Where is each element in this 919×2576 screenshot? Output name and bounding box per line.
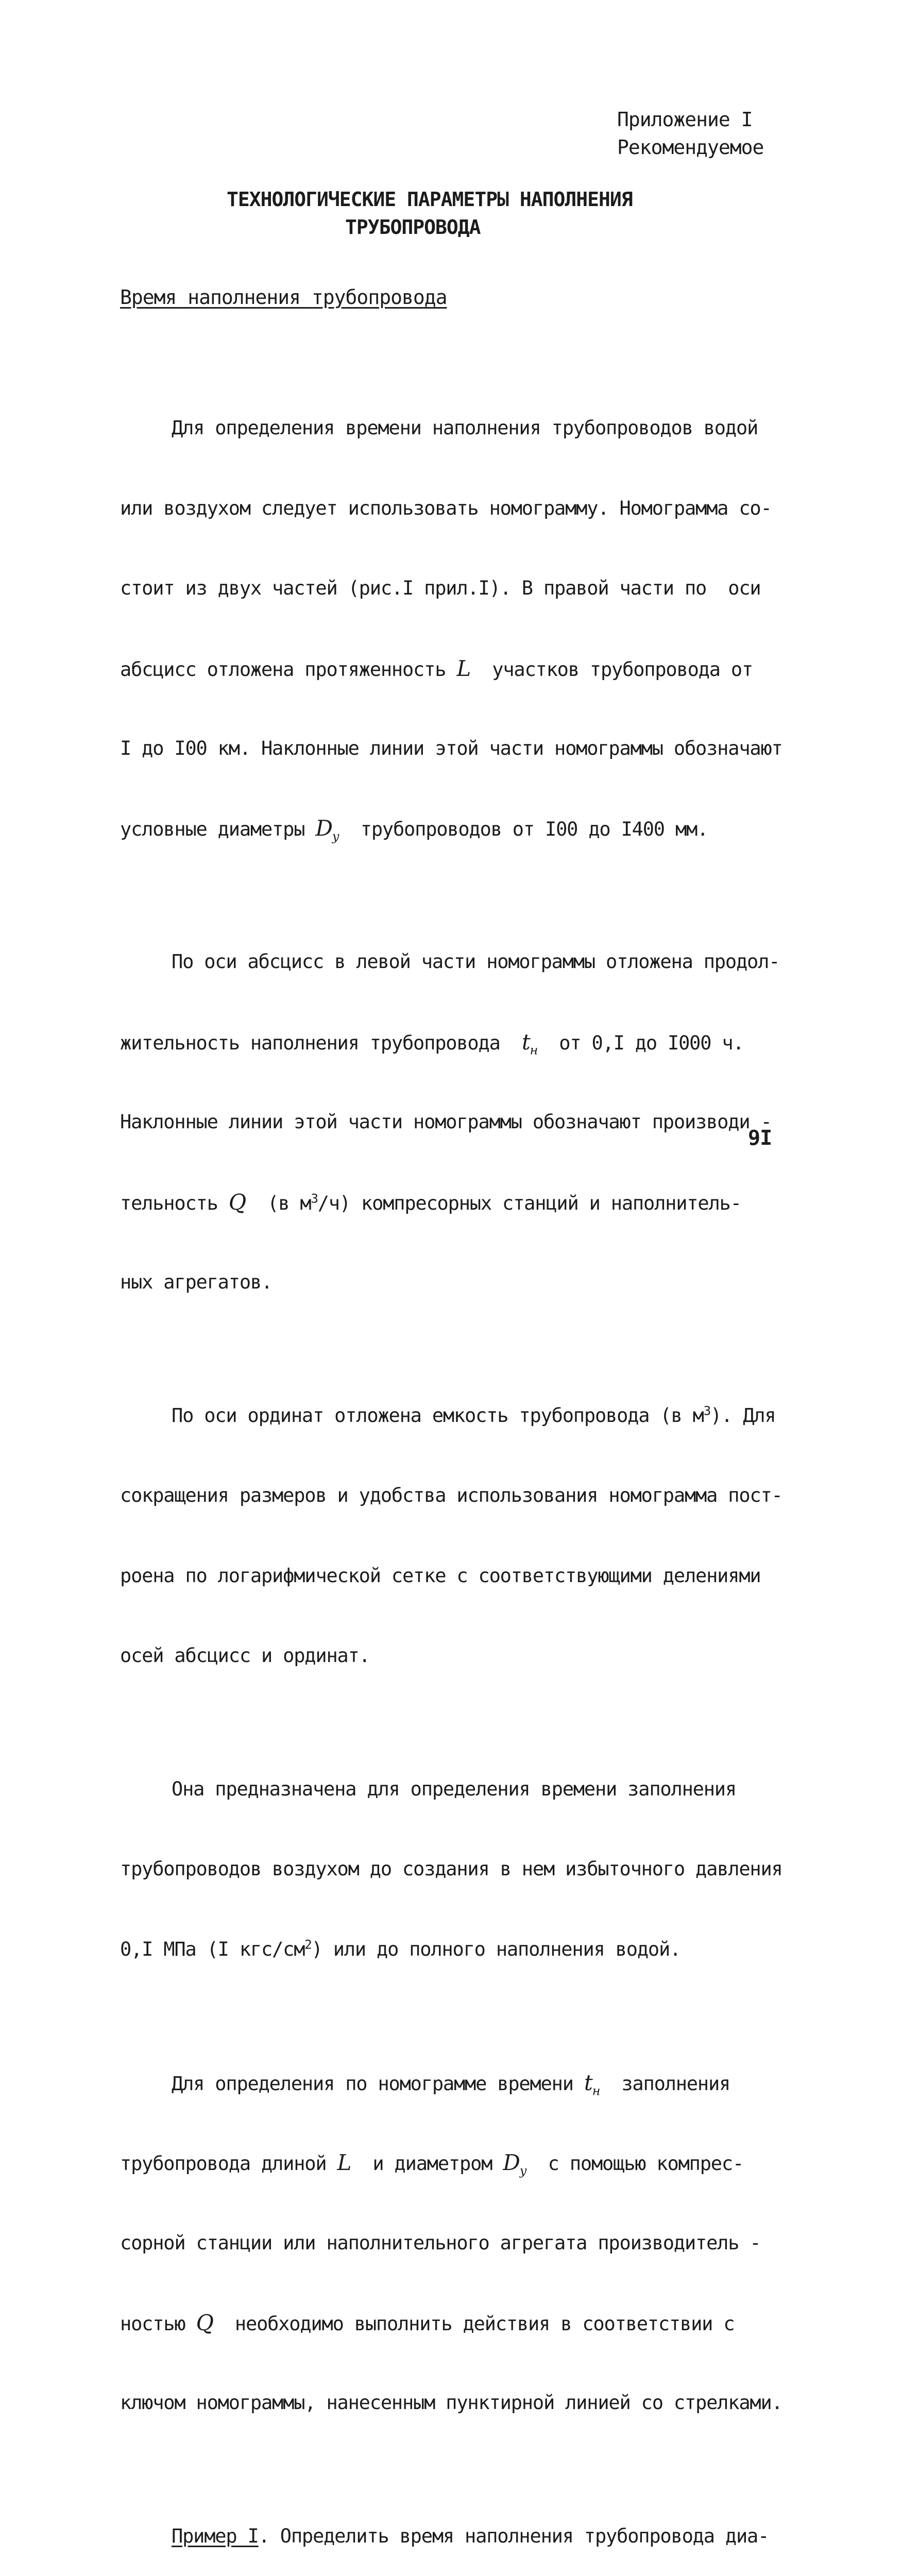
text-line: По оси ординат отложена емкость трубопровода (в $м^3$). Для [172,1403,776,1427]
text-line: ностью Q необходимо выполнить действия в соответствии с [120,2310,735,2335]
example-label: Пример I [172,2525,259,2548]
text-line: Для определения по номограмме времени $t_н$ заполнения [172,2070,730,2098]
text-line: жительность наполнения трубопровода $t_н$ от 0,I до I000 ч. [120,1029,744,1058]
title-line-2: ТРУБОПРОВОДА [345,216,481,239]
text-line: сорной станции или наполнительного агрегата производитель - [120,2231,761,2254]
symbol-Q: Q [228,1189,246,1215]
text-line: трубопроводов воздухом до создания в нем избыточного давления [120,1858,782,1880]
symbol-Dy: $D_у$ [315,816,339,844]
text-line: стоит из двух частей (рис.I прил.I). В правой части по оси [120,577,761,600]
text-line: осей абсцисс и ординат. [120,1645,370,1667]
section-heading: Время наполнения трубопровода [120,286,447,309]
text-line: роена по логарифмической сетке с соответствующими делениями [120,1564,761,1587]
appendix-label: Приложение I [617,108,753,131]
document-title [227,185,633,241]
text-line: абсцисс отложена протяженность L участков трубопровода от [120,655,753,681]
text-line: Пример I. Определить время наполнения трубопровода диа- [172,2525,769,2548]
symbol-tn: $t_н$ [521,1029,538,1058]
text-line: 0,I МПа (I кгс/$см^2$) или до полного наполнения водой. [120,1937,681,1960]
appendix-header [617,106,763,161]
symbol-L: L [337,2150,351,2176]
text-line: I до I00 км. Наклонные линии этой части номограммы обозначают [120,737,782,759]
text-line: трубопровода длиной L и диаметром $D_у$ с помощью компрес- [120,2150,744,2178]
text-line: Для определения времени наполнения трубопроводов водой [172,417,758,439]
symbol-Q: Q [196,2310,213,2335]
page-number: 9I [748,1126,772,1150]
appendix-status: Рекомендуемое [617,136,764,159]
body-text [120,335,782,2576]
text-line: тельность Q (в $м^3/ч$) компресорных станций и наполнитель- [120,1189,741,1215]
text-line: условные диаметры $D_у$ трубопроводов от I00 до I400 мм. [120,816,708,844]
text-line: или воздухом следует использовать номограмму. Номограмма со- [120,497,772,519]
symbol-L: L [456,655,471,681]
text-line: ных агрегатов. [120,1270,273,1293]
text-line: Она предназначена для определения времени заполнения [172,1778,736,1801]
symbol-tn: $t_н$ [584,2070,600,2098]
text-line: ключом номограммы, нанесенным пунктирной линией со стрелками. [120,2392,782,2414]
text-line: По оси абсцисс в левой части номограммы отложена продол- [172,951,780,973]
symbol-Dy: $D_у$ [503,2150,526,2178]
title-line-1: ТЕХНОЛОГИЧЕСКИЕ ПАРАМЕТРЫ НАПОЛНЕНИЯ [227,188,633,211]
text-line: Наклонные линии этой части номограммы обозначают производи - [120,1111,772,1133]
text-line: сокращения размеров и удобства использования номограмма пост- [120,1484,782,1507]
